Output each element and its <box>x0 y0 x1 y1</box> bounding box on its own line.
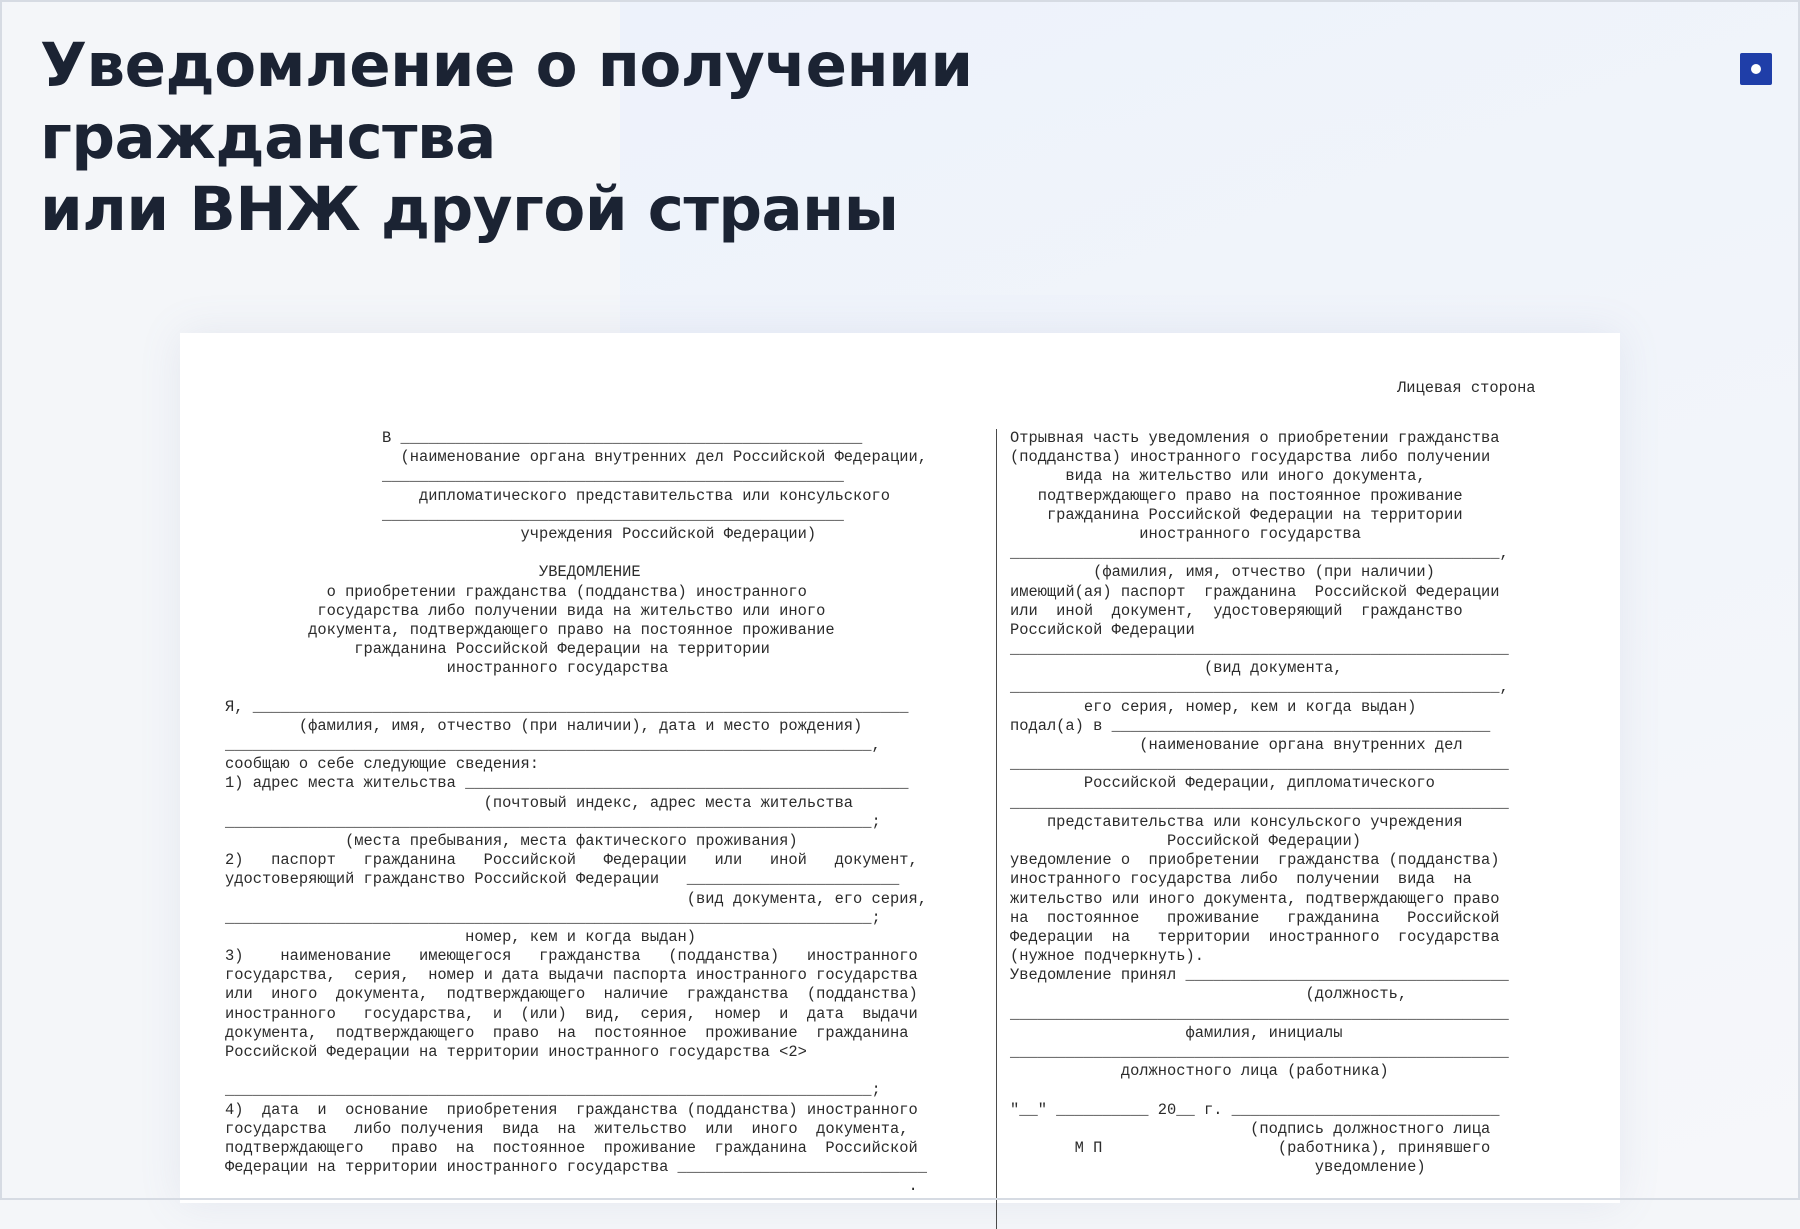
form-main-line: удостоверяющий гражданство Российской Федерации _______________________ <box>225 870 900 889</box>
form-tear-off-line: _____________________________________________________, <box>1010 544 1509 563</box>
form-tear-off-line: Российской Федерации <box>1010 620 1195 639</box>
form-tear-off-line: подтверждающего право на постоянное проживание <box>1010 486 1463 505</box>
form-main-line: В __________________________________________________ <box>225 429 863 447</box>
form-tear-off-line: Отрывная часть уведомления о приобретении гражданства <box>1010 429 1500 447</box>
form-main-line: дипломатического представительства или консульского <box>225 486 890 505</box>
form-main-line: о приобретении гражданства (подданства) иностранного <box>225 582 807 601</box>
form-main-line: номер, кем и когда выдан) <box>225 927 697 946</box>
form-tear-off-line: или иной документ, удостоверяющий гражданство <box>1010 601 1463 620</box>
form-main-line: (наименование органа внутренних дел Российской Федерации, <box>225 448 927 467</box>
form-tear-off-line: (нужное подчеркнуть). <box>1010 947 1204 966</box>
form-main-line: (места пребывания, места фактического проживания) <box>225 831 798 850</box>
face-side-label: Лицевая сторона <box>1397 379 1536 397</box>
form-tear-off-line: Российской Федерации) <box>1010 831 1361 850</box>
form-tear-off-line: (подпись должностного лица <box>1010 1119 1491 1138</box>
form-main-line <box>225 678 995 697</box>
form-tear-off-line: (наименование органа внутренних дел <box>1010 736 1463 754</box>
form-main-line: (почтовый индекс, адрес места жительства <box>225 793 854 812</box>
form-main-line: __________________________________________________ <box>225 467 844 486</box>
form-tear-off-line: его серия, номер, кем и когда выдан) <box>1010 697 1417 716</box>
form-main-line: ______________________________________________________________________; <box>225 908 881 927</box>
form-main-line: документа, подтверждающего право на постоянное проживание <box>225 620 835 639</box>
form-tear-off-line: Федерации на территории иностранного государства <box>1010 927 1500 946</box>
tear-off-divider <box>996 429 997 1229</box>
form-tear-off-line: иностранного государства либо получении вида на <box>1010 870 1472 889</box>
form-main-line: (фамилия, имя, отчество (при наличии), дата и место рождения) <box>225 716 863 735</box>
form-main-line: государства либо получении вида на жительство или иного <box>225 601 826 620</box>
form-main-line: 3) наименование имеющегося гражданства (подданства) иностранного <box>225 947 918 966</box>
form-tear-off-line: подал(а) в _________________________________________ <box>1010 716 1491 735</box>
form-tear-off-line: должностного лица (работника) <box>1010 1062 1389 1081</box>
form-tear-off-line: ______________________________________________________ <box>1010 1043 1509 1061</box>
form-tear-off-line: ______________________________________________________ <box>1010 640 1509 659</box>
form-tear-off-line: (подданства) иностранного государства либо получении <box>1010 448 1491 467</box>
form-main-line: иностранного государства, и (или) вид, серия, номер и дата выдачи <box>225 1004 918 1023</box>
form-tear-off-line: ______________________________________________________ <box>1010 1004 1509 1023</box>
form-tear-off-line: уведомление) <box>1010 1158 1426 1177</box>
form-tear-off-line: представительства или консульского учреждения <box>1010 812 1463 831</box>
slide-title-line-2: или ВНЖ другой страны <box>40 174 899 245</box>
form-main-line: __________________________________________________ <box>225 505 844 524</box>
form-tear-off-line: (должность, <box>1010 985 1408 1004</box>
form-main-line: государства либо получения вида на жительство или иного документа, <box>225 1119 909 1138</box>
form-tear-off-line: уведомление о приобретении гражданства (подданства) <box>1010 851 1500 870</box>
form-main-line: 4) дата и основание приобретения гражданства (подданства) иностранного <box>225 1100 918 1119</box>
form-tear-off-line: гражданина Российской Федерации на территории <box>1010 505 1463 524</box>
square-dot-icon <box>1740 53 1772 85</box>
form-main-line: государства, серия, номер и дата выдачи паспорта иностранного государства <box>225 966 918 985</box>
form-main-line: (вид документа, его серия, <box>225 889 927 908</box>
form-tear-off-line: имеющий(ая) паспорт гражданина Российской Федерации <box>1010 582 1500 601</box>
form-main-line: иностранного государства <box>225 659 669 678</box>
form-tear-off-line: вида на жительство или иного документа, <box>1010 467 1426 486</box>
form-main-line: сообщаю о себе следующие сведения: <box>225 755 540 774</box>
notification-tear-off-part <box>1010 429 1565 1177</box>
slide-title <box>40 30 1340 246</box>
form-main-line: Я, _______________________________________________________________________ <box>225 697 909 716</box>
form-tear-off-line: (вид документа, <box>1010 659 1343 678</box>
form-main-line <box>225 1062 995 1081</box>
form-tear-off-line: на постоянное проживание гражданина Российской <box>1010 908 1500 927</box>
form-tear-off-line: Российской Федерации, дипломатического <box>1010 774 1435 793</box>
form-main-line: подтверждающего право на постоянное проживание гражданина Российской <box>225 1138 918 1157</box>
form-tear-off-line: (фамилия, имя, отчество (при наличии) <box>1010 563 1435 582</box>
form-tear-off-line: М П (работника), принявшего <box>1010 1138 1491 1157</box>
form-main-line: ______________________________________________________________________; <box>225 1081 881 1100</box>
form-main-line: документа, подтверждающего право на постоянное проживание гражданина <box>225 1023 909 1042</box>
slide-title-line-1: Уведомление о получении гражданства <box>40 30 973 173</box>
form-main-line: учреждения Российской Федерации) <box>225 524 817 543</box>
form-main-line: ______________________________________________________________________; <box>225 812 881 831</box>
form-main-line: ______________________________________________________________________, <box>225 736 881 754</box>
form-main-line: 1) адрес места жительства ________________________________________________ <box>225 774 909 793</box>
notification-main-part <box>225 429 995 1197</box>
form-main-line: 2) паспорт гражданина Российской Федерации или иной документ, <box>225 851 918 870</box>
form-main-line: УВЕДОМЛЕНИЕ <box>225 563 641 582</box>
form-tear-off-line: жительство или иного документа, подтверждающего право <box>1010 889 1500 908</box>
form-tear-off-line: Уведомление принял ___________________________________ <box>1010 966 1509 985</box>
form-tear-off-line: ______________________________________________________ <box>1010 793 1509 812</box>
form-main-line: Российской Федерации на территории иностранного государства <2> <box>225 1043 807 1061</box>
form-main-line: гражданина Российской Федерации на территории <box>225 640 770 659</box>
form-main-line: Федерации на территории иностранного государства ___________________________ <box>225 1158 927 1177</box>
form-tear-off-line: иностранного государства <box>1010 524 1361 543</box>
form-tear-off-line: ______________________________________________________ <box>1010 755 1509 774</box>
form-tear-off-line: _____________________________________________________, <box>1010 678 1509 697</box>
notification-form-document <box>180 333 1620 1203</box>
form-main-line: . <box>225 1177 918 1196</box>
form-tear-off-line: фамилия, инициалы <box>1010 1023 1343 1042</box>
form-tear-off-line <box>1010 1081 1565 1100</box>
form-tear-off-line: "__" __________ 20__ г. _____________________________ <box>1010 1100 1500 1119</box>
form-main-line <box>225 544 995 563</box>
form-main-line: или иного документа, подтверждающего наличие гражданства (подданства) <box>225 985 918 1004</box>
